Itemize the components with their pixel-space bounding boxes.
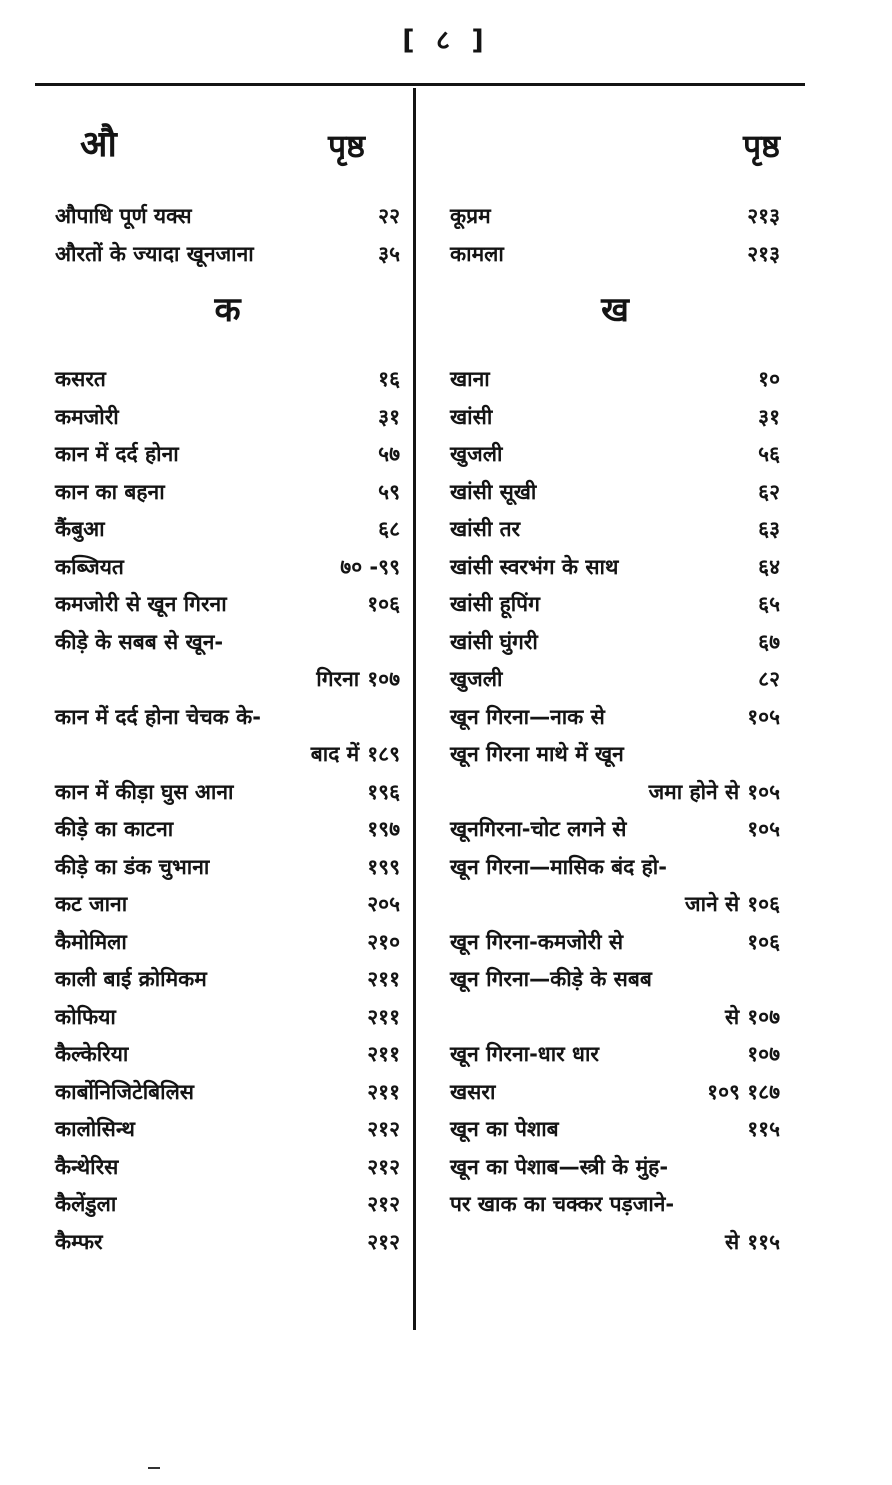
entry-text: कालोसिन्थ xyxy=(55,1117,135,1141)
entry-text: खुजली xyxy=(450,442,503,466)
index-entry xyxy=(55,811,400,849)
entry-text: कट जाना xyxy=(55,892,128,916)
index-entry xyxy=(55,1074,400,1112)
entry-text: कैलेंडुला xyxy=(55,1192,117,1216)
index-entry xyxy=(55,924,400,962)
entry-text: कामला xyxy=(450,241,504,266)
index-entry-continuation xyxy=(450,1224,780,1262)
entry-text: गिरना xyxy=(316,667,360,691)
index-entry xyxy=(450,474,780,512)
entry-text: से xyxy=(725,1004,740,1029)
index-entry xyxy=(55,198,400,236)
entry-text: खून गिरना माथे में खून xyxy=(450,742,624,766)
entry-text: कब्जियत xyxy=(55,554,124,579)
index-entry xyxy=(450,811,780,849)
entry-page-number: ६३ xyxy=(758,517,780,541)
entry-page-number: १०६ xyxy=(747,929,780,954)
index-entry xyxy=(55,399,400,437)
entry-page-number: १९६ xyxy=(367,779,400,804)
entry-page-number: २१२ xyxy=(367,1154,400,1179)
entry-text: कैम्फर xyxy=(55,1229,103,1254)
entry-text: कीड़े के सबब से खून- xyxy=(55,629,224,654)
left-main-entries xyxy=(55,361,400,1261)
index-entry xyxy=(55,361,400,399)
index-entry xyxy=(450,849,780,887)
entry-text: जाने से xyxy=(685,892,740,916)
entry-text: कीड़े का डंक चुभाना xyxy=(55,854,210,879)
entry-page-number: ८२ xyxy=(758,667,780,691)
entry-text: कान में दर्द होना चेचक के- xyxy=(55,704,261,729)
index-entry xyxy=(55,1186,400,1224)
entry-page-number: २०५ xyxy=(367,892,400,916)
page-number: [ ८ ] xyxy=(402,25,490,56)
index-entry xyxy=(55,1149,400,1187)
entry-text: खांसी घुंगरी xyxy=(450,629,538,654)
index-entry xyxy=(450,511,780,549)
entry-text: कार्बोनिजिटेबिलिस xyxy=(55,1079,194,1104)
entry-text: खसरा xyxy=(450,1079,496,1104)
entry-page-number: ६५ xyxy=(758,592,780,616)
index-entry-continuation xyxy=(55,661,400,699)
index-entry xyxy=(450,1036,780,1074)
entry-page-number: २१३ xyxy=(747,241,780,266)
entry-text: कैल्केरिया xyxy=(55,1042,129,1066)
entry-text: खांसी स्वरभंग के साथ xyxy=(450,554,619,579)
entry-text: कैन्थेरिस xyxy=(55,1154,119,1179)
entry-page-number: १०९ १८७ xyxy=(707,1079,780,1104)
entry-text: कमजोरी से खून गिरना xyxy=(55,592,227,616)
entry-text: खांसी सूखी xyxy=(450,479,537,504)
index-entry xyxy=(450,198,780,236)
right-main-entries xyxy=(450,361,780,1261)
entry-page-number: १०६ xyxy=(747,892,780,916)
entry-page-number: ३१ xyxy=(758,404,780,429)
entry-text: कमजोरी xyxy=(55,404,119,429)
left-heading-letter: औ xyxy=(80,124,117,165)
entry-page-number: २२ xyxy=(378,204,400,228)
index-entry-continuation xyxy=(450,999,780,1037)
entry-text: खांसी तर xyxy=(450,517,521,541)
index-entry xyxy=(55,999,400,1037)
entry-page-number: ५९ xyxy=(378,479,400,504)
entry-text: औरतों के ज्यादा खूनजाना xyxy=(55,241,254,266)
index-entry xyxy=(450,1111,780,1149)
index-entry xyxy=(450,436,780,474)
index-entry xyxy=(55,961,400,999)
right-top-entries xyxy=(450,198,780,273)
entry-page-number: १०७ xyxy=(747,1042,780,1066)
index-entry xyxy=(55,511,400,549)
entry-page-number: २१० xyxy=(367,929,400,954)
entry-text: कैमोमिला xyxy=(55,929,127,954)
left-column-heading xyxy=(55,118,400,180)
index-entry xyxy=(55,849,400,887)
entry-text: कान का बहना xyxy=(55,479,165,504)
index-entry xyxy=(450,1149,780,1187)
header-rule xyxy=(35,83,805,86)
entry-text: कान में दर्द होना xyxy=(55,442,179,466)
entry-text: से xyxy=(725,1229,740,1254)
entry-text: खून का पेशाब xyxy=(450,1117,559,1141)
entry-page-number: ६८ xyxy=(378,517,400,541)
index-entry xyxy=(450,961,780,999)
entry-text: जमा होने से xyxy=(648,779,740,804)
entry-text: खून गिरना—मासिक बंद हो- xyxy=(450,854,667,879)
index-entry xyxy=(450,661,780,699)
entry-text: खूनगिरना-चोट लगने से xyxy=(450,817,627,841)
entry-text: खांसी xyxy=(450,404,493,429)
entry-text: खून गिरना-कमजोरी से xyxy=(450,929,624,954)
entry-text: कसरत xyxy=(55,367,106,391)
entry-text: खून का पेशाब—स्त्री के मुंह- xyxy=(450,1154,669,1179)
entry-text: बाद में xyxy=(310,742,360,766)
index-entry-continuation xyxy=(55,736,400,774)
index-entry-continuation xyxy=(450,774,780,812)
entry-text: कूप्रम xyxy=(450,204,491,228)
index-entry xyxy=(55,886,400,924)
index-entry xyxy=(55,549,400,587)
index-entry xyxy=(450,586,780,624)
index-entry xyxy=(450,624,780,662)
entry-text: पर खाक का चक्कर पड़जाने- xyxy=(450,1192,675,1216)
entry-page-number: १०६ xyxy=(367,592,400,616)
stray-mark xyxy=(148,1467,160,1469)
entry-page-number: २११ xyxy=(367,1079,400,1104)
entry-page-number: ११५ xyxy=(747,1229,780,1254)
entry-page-number: २१२ xyxy=(367,1229,400,1254)
entry-page-number: १९७ xyxy=(367,817,400,841)
index-entry xyxy=(450,549,780,587)
entry-page-number: २११ xyxy=(367,1004,400,1029)
entry-text: कान में कीड़ा घुस आना xyxy=(55,779,234,804)
entry-page-number: ६७ xyxy=(758,629,780,654)
index-entry xyxy=(450,399,780,437)
entry-page-number: ६४ xyxy=(758,554,780,579)
index-entry xyxy=(55,1036,400,1074)
index-entry xyxy=(450,699,780,737)
entry-page-number: ७० -९९ xyxy=(340,554,400,579)
entry-page-number: ३१ xyxy=(378,404,400,429)
entry-page-number: १०५ xyxy=(747,704,780,729)
entry-page-number: २१३ xyxy=(747,204,780,228)
entry-page-number: १०५ xyxy=(747,817,780,841)
entry-text: खुजली xyxy=(450,667,503,691)
index-entry xyxy=(55,236,400,274)
index-entry xyxy=(55,586,400,624)
index-entry xyxy=(55,474,400,512)
entry-page-number: २११ xyxy=(367,1042,400,1066)
entry-page-number: २११ xyxy=(367,967,400,991)
entry-text: कैंबुआ xyxy=(55,517,105,541)
entry-page-number: ११५ xyxy=(747,1117,780,1141)
index-entry xyxy=(55,1224,400,1262)
entry-text: खाना xyxy=(450,367,490,391)
right-section-letter: ख xyxy=(601,290,629,330)
index-entry xyxy=(450,236,780,274)
entry-text: कीड़े का काटना xyxy=(55,817,174,841)
entry-text: काली बाई क्रोमिकम xyxy=(55,967,207,991)
right-column-heading xyxy=(450,118,780,180)
left-heading-page-label: पृष्ठ xyxy=(327,127,365,165)
entry-page-number: २१२ xyxy=(367,1117,400,1141)
entry-text: खून गिरना—कीड़े के सबब xyxy=(450,967,652,991)
entry-page-number: १८९ xyxy=(367,742,400,766)
entry-page-number: ३५ xyxy=(378,241,400,266)
index-entry xyxy=(450,924,780,962)
index-entry xyxy=(450,1186,780,1224)
index-entry xyxy=(450,1074,780,1112)
entry-page-number: २१२ xyxy=(367,1192,400,1216)
entry-text: कोफिया xyxy=(55,1004,116,1029)
index-entry-continuation xyxy=(450,886,780,924)
left-column xyxy=(55,118,400,1261)
left-section-letter: क xyxy=(214,290,241,330)
entry-page-number: ५७ xyxy=(378,442,400,466)
column-divider xyxy=(413,88,416,1330)
entry-page-number: १६ xyxy=(378,367,400,391)
index-entry xyxy=(450,736,780,774)
index-entry xyxy=(55,1111,400,1149)
entry-page-number: १०७ xyxy=(747,1004,780,1029)
entry-text: खून गिरना-धार धार xyxy=(450,1042,600,1066)
entry-text: औपाधि पूर्ण यक्स xyxy=(55,204,192,228)
left-top-entries xyxy=(55,198,400,273)
entry-page-number: १९९ xyxy=(367,854,400,879)
entry-page-number: १० xyxy=(758,367,780,391)
right-heading-page-label: पृष्ठ xyxy=(742,127,780,165)
index-entry xyxy=(450,361,780,399)
entry-page-number: १०५ xyxy=(747,779,780,804)
entry-page-number: १०७ xyxy=(367,667,400,691)
index-entry xyxy=(55,699,400,737)
index-entry xyxy=(55,436,400,474)
index-entry xyxy=(55,774,400,812)
entry-page-number: ६२ xyxy=(758,479,780,504)
entry-text: खांसी हूपिंग xyxy=(450,592,540,616)
index-entry xyxy=(55,624,400,662)
entry-page-number: ५६ xyxy=(758,442,780,466)
right-column xyxy=(450,118,780,1261)
entry-text: खून गिरना—नाक से xyxy=(450,704,605,729)
